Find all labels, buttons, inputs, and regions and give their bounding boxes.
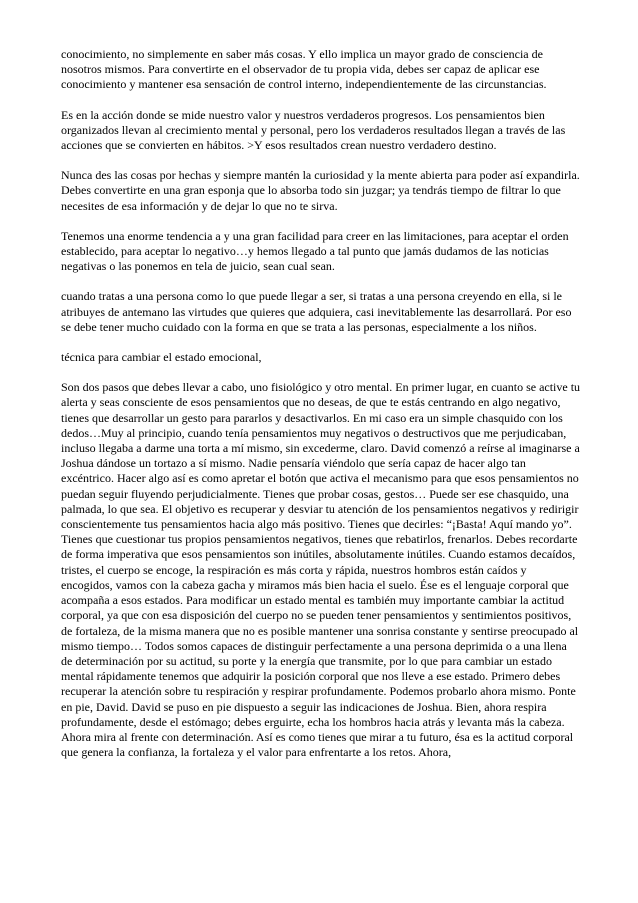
paragraph-technique-heading: técnica para cambiar el estado emocional, [61,350,262,365]
document-page [61,47,581,760]
paragraph-treating-people: cuando tratas a una persona como lo que puede llegar a ser, si tratas a una persona creyendo en ella, si le atribuyes de antemano las virtudes que quieres que adquiera, casi inevitablemente las desarrollará. Por eso se debe tener mucho cuidado con la forma en que se trata a las personas, especialmente a los niños. [61,289,572,334]
paragraph-action: Es en la acción donde se mide nuestro valor y nuestros verdaderos progresos. Los pensamientos bien organizados llevan al crecimiento mental y personal, pero los verdaderos resultados llegan a través de las acciones que se convierten en hábitos. >Y esos resultados crean nuestro verdadero destino. [61,107,566,153]
paragraph-limitations: Tenemos una enorme tendencia a y una gran facilidad para creer en las limitaciones, para aceptar el orden establecido, para aceptar lo negativo…y hemos llegado a tal punto que jamás dudamos de las noticias negativas o las ponemos en tela de juicio, sean cual sean. [61,228,569,274]
paragraph-knowledge: conocimiento, no simplemente en saber más cosas. Y ello implica un mayor grado de consciencia de nosotros mismos. Para convertirte en el observador de tu propia vida, debes ser capaz de aplicar ese conocimiento y mantener esa sensación de control interno, independientemente de las circunstancias. [61,47,547,92]
paragraph-curiosity: Nunca des las cosas por hechas y siempre mantén la curiosidad y la mente abierta para poder así expandirla. Debes convertirte en una gran esponja que lo absorba todo sin juzgar; ya tendrás tiempo de filtrar lo que necesites de esa información y de dejar lo que no te sirva. [61,168,580,213]
paragraph-two-steps: Son dos pasos que debes llevar a cabo, uno fisiológico y otro mental. En primer lugar, en cuanto se active tu alerta y seas consciente de esos pensamientos que no deseas, de que te estás centrando en algo negativo, tienes que desarrollar un gesto para pararlos y desactivarlos. En mi caso era un simple chasquido con los dedos…Muy al principio, cuando tenía pensamientos muy negativos o destructivos que me perjudicaban, incluso llegaba a darme una torta a mí mismo, sin excederme, claro. David comenzó a reírse al imaginarse a Joshua dándose un tortazo a sí mismo. Nadie pensaría viéndolo que sería capaz de hacer algo tan excéntrico. Hacer algo así es como apretar el botón que activa el mecanismo para que esos pensamientos no puedan seguir fluyendo perjudicialmente. Tienes que probar cosas, gestos… Puede ser ese chasquido, una palmada, lo que sea. El objetivo es recuperar y desviar tu atención de los pensamientos negativos y redirigir conscientemente tus pensamientos hacia algo más positivo. Tienes que decirles: “¡Basta! Aquí mando yo”. Tienes que cuestionar tus propios pensamientos negativos, tienes que rebatirlos, frenarlos. Debes recordarte de forma imperativa que esos pensamientos son inútiles, absolutamente inútiles. Cuando estamos decaídos, tristes, el cuerpo se encoge, la respiración es más corta y rápida, nuestros hombros están caídos y encogidos, vamos con la cabeza gacha y miramos más bien hacia el suelo. Ése es el lenguaje corporal que acompaña a esos estados. Para modificar un estado mental es también muy importante cambiar la actitud corporal, ya que con esa disposición del cuerpo no se pueden tener pensamientos y sentimientos positivos, de fortaleza, de la misma manera que no es posible mantener una sonrisa constante y sentirse preocupado al mismo tiempo… Todos somos capaces de distinguir perfectamente a una persona deprimida o a una llena de determinación por su actitud, su porte y la energía que transmite, por lo que para cambiar un estado mental rápidamente tenemos que adquirir la posición corporal que nos lleve a ese estado. Primero debes recuperar la atención sobre tu respiración y respirar profundamente. Podemos probarlo ahora mismo. Ponte en pie, David. David se puso en pie dispuesto a seguir las indicaciones de Joshua. Bien, ahora respira profundamente, desde el estómago; debes erguirte, echa los hombros hacia atrás y levanta más la cabeza. Ahora mira al frente con determinación. Así es como tienes que mirar a tu futuro, ésa es la actitud corporal que genera la confianza, la fortaleza y el valor para enfrentarte a los retos. Ahora, [61,380,581,760]
